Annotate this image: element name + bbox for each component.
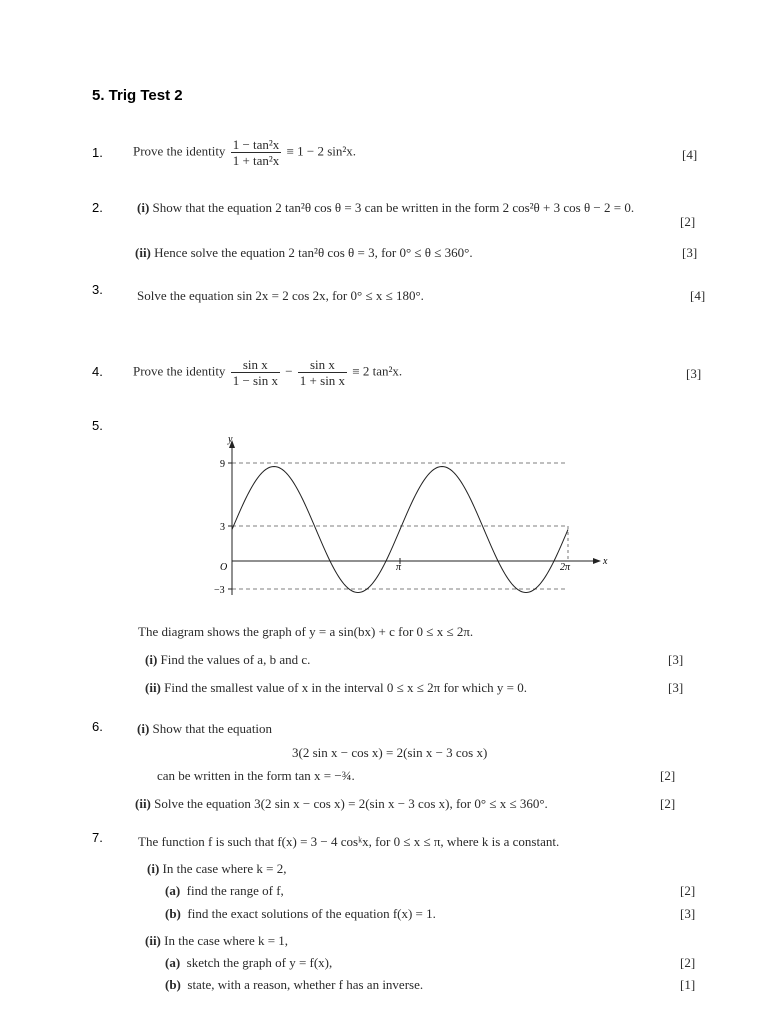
question-5-part-ii-marks: [3]: [668, 680, 684, 695]
question-7-part-ii-label: (ii): [145, 933, 161, 948]
question-6-part-ii-label: (ii): [135, 796, 151, 811]
question-4-fraction-1-denominator: 1 − sin x: [232, 373, 278, 388]
question-6-form-text: can be written in the form tan x = −¾.: [157, 768, 355, 783]
question-7-part-i-text: In the case where k = 2,: [162, 861, 287, 876]
question-4-text: [133, 357, 402, 388]
question-7-part-i: [147, 861, 286, 877]
question-7-part-i-label: (i): [147, 861, 160, 876]
tick-label-3: 3: [220, 522, 225, 533]
question-number-5: 5.: [92, 418, 103, 433]
question-4-fraction-1-numerator: sin x: [231, 357, 280, 373]
question-7-part-ia-text: find the range of f,: [186, 883, 284, 898]
question-number-4: 4.: [92, 364, 103, 379]
question-number-6: 6.: [92, 719, 103, 734]
question-4-fraction-2: [298, 357, 347, 388]
origin-label: O: [220, 562, 228, 573]
question-5-part-ii-text: Find the smallest value of x in the interval 0 ≤ x ≤ 2π for which y = 0.: [164, 680, 527, 695]
question-4-fraction-2-numerator: sin x: [298, 357, 347, 373]
question-6-part-ii-marks: [2]: [660, 796, 676, 811]
question-5-part-ii: [145, 680, 527, 696]
question-4-fraction-2-denominator: 1 + sin x: [299, 373, 346, 388]
question-6-part-i: [137, 721, 272, 737]
question-2-part-i-label: (i): [137, 200, 150, 215]
question-5-part-i-text: Find the values of a, b and c.: [160, 652, 311, 667]
question-7-part-ia-label: (a): [165, 883, 181, 898]
question-2-part-i-marks: [2]: [680, 214, 696, 229]
question-2-part-ii: [135, 245, 473, 261]
question-6-part-ii: [135, 796, 548, 812]
question-2-part-ii-text: Hence solve the equation 2 tan²θ cos θ = 3, for 0° ≤ θ ≤ 360°.: [154, 245, 473, 260]
question-number-3: 3.: [92, 282, 103, 297]
question-7-part-ib-label: (b): [165, 906, 181, 921]
question-7-part-ib-marks: [3]: [680, 906, 696, 921]
question-7-part-ii: [145, 933, 288, 949]
question-1-marks: [4]: [682, 147, 698, 162]
question-7-part-iib-text: state, with a reason, whether f has an inverse.: [187, 977, 424, 992]
page-title: 5. Trig Test 2: [92, 87, 183, 104]
question-6-form-marks: [2]: [660, 768, 676, 783]
x-axis-arrow-icon: [593, 558, 601, 564]
question-2-part-i: [137, 200, 634, 216]
tick-label-minus-3: −3: [214, 585, 225, 596]
question-3-text: Solve the equation sin 2x = 2 cos 2x, for 0° ≤ x ≤ 180°.: [137, 288, 424, 303]
sine-curve: [232, 467, 568, 593]
question-4-fraction-1: [231, 357, 280, 388]
question-number-7: 7.: [92, 830, 103, 845]
question-7-part-ib: [165, 906, 436, 922]
question-7-part-iib: [165, 977, 423, 993]
question-7-part-iia: [165, 955, 332, 971]
question-4-minus: −: [285, 363, 293, 379]
question-5-part-i-marks: [3]: [668, 652, 684, 667]
question-7-intro: The function f is such that f(x) = 3 − 4 cosᵏx, for 0 ≤ x ≤ π, where k is a constant.: [138, 834, 560, 849]
question-7-part-iia-text: sketch the graph of y = f(x),: [186, 955, 333, 970]
question-4-suffix: ≡ 2 tan²x.: [352, 363, 403, 379]
question-2-part-ii-marks: [3]: [682, 245, 698, 260]
question-6-equation: 3(2 sin x − cos x) = 2(sin x − 3 cos x): [292, 745, 488, 760]
question-number-2: 2.: [92, 200, 103, 215]
question-5-part-i-label: (i): [145, 652, 158, 667]
question-1-fraction: [231, 137, 282, 168]
question-1-prefix: Prove the identity: [133, 143, 226, 159]
y-axis-label: y: [228, 434, 233, 445]
question-number-1: 1.: [92, 145, 103, 160]
question-6-part-i-text: Show that the equation: [152, 721, 273, 736]
sine-graph: [200, 430, 620, 610]
question-2-part-i-text: Show that the equation 2 tan²θ cos θ = 3 can be written in the form 2 cos²θ + 3 cos θ − 2 = 0.: [152, 200, 635, 215]
question-1-text: [133, 137, 356, 168]
question-7-part-iib-marks: [1]: [680, 977, 696, 992]
question-7-part-ii-text: In the case where k = 1,: [164, 933, 289, 948]
question-7-part-ia: [165, 883, 284, 899]
question-7-part-iib-label: (b): [165, 977, 181, 992]
question-3-marks: [4]: [690, 288, 706, 303]
question-5-part-ii-label: (ii): [145, 680, 161, 695]
tick-label-9: 9: [220, 459, 225, 470]
question-7-part-iia-marks: [2]: [680, 955, 696, 970]
question-4-prefix: Prove the identity: [133, 363, 226, 379]
question-7-part-iia-label: (a): [165, 955, 181, 970]
question-4-marks: [3]: [686, 366, 702, 381]
question-7-part-ia-marks: [2]: [680, 883, 696, 898]
question-6-part-i-label: (i): [137, 721, 150, 736]
question-5-intro: The diagram shows the graph of y = a sin(bx) + c for 0 ≤ x ≤ 2π.: [138, 624, 474, 639]
question-1-fraction-denominator: 1 + tan²x: [232, 153, 280, 168]
question-1-suffix: ≡ 1 − 2 sin²x.: [286, 143, 357, 159]
tick-label-pi: π: [396, 562, 402, 573]
question-1-fraction-numerator: 1 − tan²x: [232, 137, 280, 152]
question-5-part-i: [145, 652, 310, 668]
question-7-part-ib-text: find the exact solutions of the equation f(x) = 1.: [187, 906, 436, 921]
tick-label-2pi: 2π: [560, 562, 571, 573]
question-2-part-ii-label: (ii): [135, 245, 151, 260]
x-axis-label: x: [603, 556, 608, 567]
question-6-part-ii-text: Solve the equation 3(2 sin x − cos x) = 2(sin x − 3 cos x), for 0° ≤ x ≤ 360°.: [154, 796, 548, 811]
